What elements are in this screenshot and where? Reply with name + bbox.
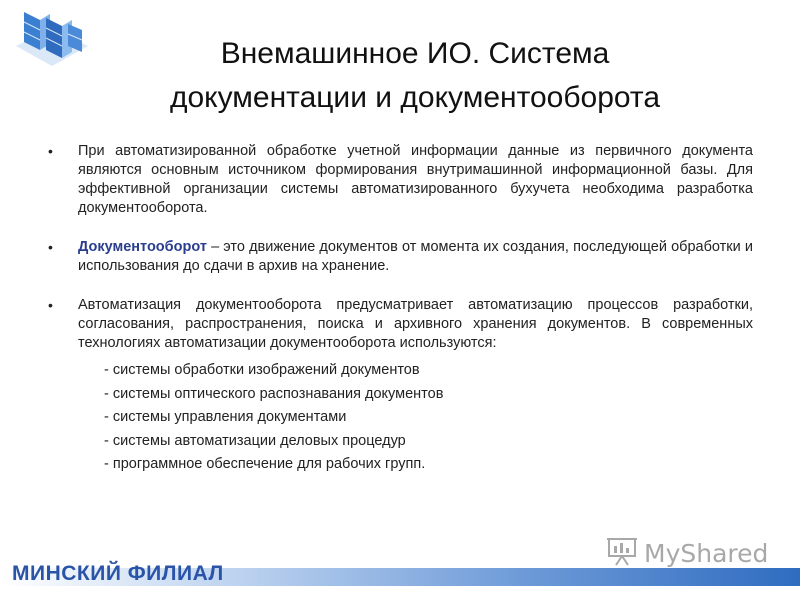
minsk-branch-logo-icon xyxy=(10,6,94,70)
bullet-marker: • xyxy=(48,297,53,313)
bullet-marker: • xyxy=(48,239,53,255)
bullet-item xyxy=(48,238,753,276)
slide-content xyxy=(48,142,753,497)
list-item: - программное обеспечение для рабочих групп. xyxy=(104,456,426,472)
watermark-text: MyShared xyxy=(644,539,769,568)
bullet-item xyxy=(48,142,753,218)
branch-label: МИНСКИЙ ФИЛИАЛ xyxy=(12,562,224,585)
title-line-2: документации и документооборота xyxy=(169,81,661,114)
bullet-text-1: При автоматизированной обработке учетной информации данные из первичного документа являются основным источником формирования внутримашинной информационной базы. Для эффективной организации системы автоматизированного бухучета необходима разработка документооборота. xyxy=(78,143,753,216)
term-document-flow: Документооборот xyxy=(78,239,207,255)
page-title xyxy=(100,32,730,120)
bullet-marker: • xyxy=(48,143,53,159)
bullet-item xyxy=(48,296,753,477)
list-item: - системы обработки изображений документов xyxy=(104,362,420,378)
list-item: - системы управления документами xyxy=(104,409,347,425)
presentation-board-icon xyxy=(606,536,638,571)
bullet-text-3: Автоматизация документооборота предусматривает автоматизацию процессов разработки, согласования, распространения, поиска и архивного хранения документов. В современных технологиях автоматизации документооборота используются: xyxy=(78,297,753,351)
bullet-text-2 xyxy=(78,238,753,276)
myshared-watermark xyxy=(606,536,768,571)
list-item: - системы автоматизации деловых процедур xyxy=(104,432,406,449)
subitem-list xyxy=(104,359,753,477)
title-line-1: Внемашинное ИО. Система xyxy=(220,37,610,70)
list-item: - системы оптического распознавания документов xyxy=(104,385,444,402)
bullet-2-definition: – это движение документов от момента их создания, последующей обработки и использования до сдачи в архив на хранение. xyxy=(78,239,753,274)
